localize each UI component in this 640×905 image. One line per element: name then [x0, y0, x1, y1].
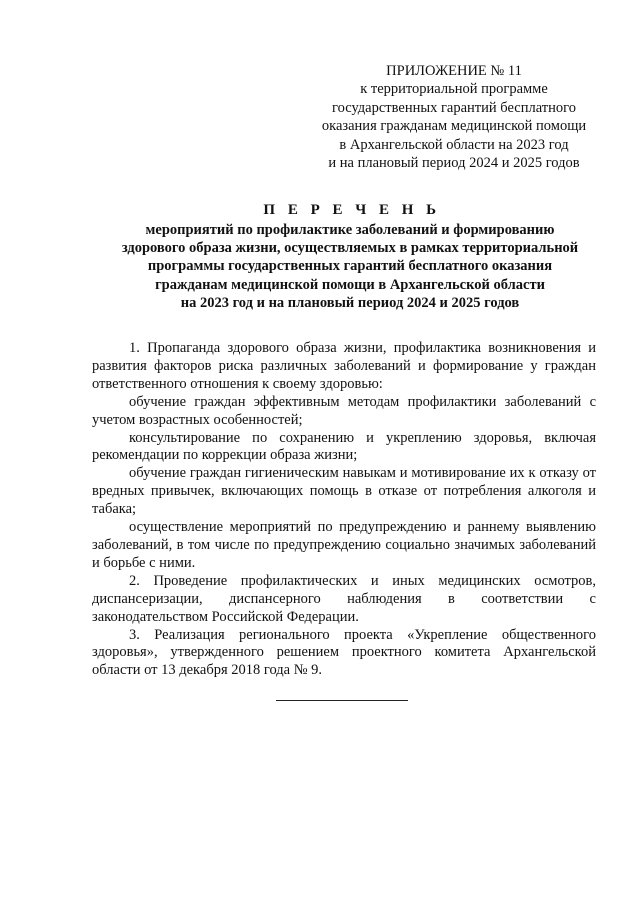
appendix-line: и на плановый период 2024 и 2025 годов: [328, 155, 580, 172]
appendix-line: в Архангельской области на 2023 год: [339, 136, 569, 153]
subitem-paragraph: осуществление мероприятий по предупреждению и раннему выявлению заболеваний, в том числе по предупреждению социально значимых заболеваний и борьбе с ними.: [92, 519, 596, 571]
title-line: здорового образа жизни, осуществляемых в рамках территориальной: [121, 240, 579, 257]
appendix-header: [318, 62, 590, 172]
appendix-line: оказания гражданам медицинской помощи: [321, 118, 587, 135]
title-line: программы государственных гарантий бесплатного оказания: [147, 258, 553, 275]
closing-separator-line: [276, 700, 408, 701]
title-heading: П Е Р Е Ч Е Н Ь: [263, 202, 441, 218]
appendix-line: к территориальной программе: [360, 81, 548, 98]
item-3-paragraph: 3. Реализация регионального проекта «Укрепление общественного здоровья», утвержденного решением проектного комитета Архангельской области от 13 декабря 2018 года № 9.: [92, 626, 596, 679]
appendix-number: ПРИЛОЖЕНИЕ № 11: [386, 63, 522, 79]
item-2-paragraph: 2. Проведение профилактических и иных медицинских осмотров, диспансеризации, диспансерного наблюдения в соответствии с законодательством Российской Федерации.: [92, 572, 596, 625]
subitem-paragraph: консультирование по сохранению и укреплению здоровья, включая рекомендации по коррекции образа жизни;: [92, 429, 596, 464]
subitem-paragraph: обучение граждан эффективным методам профилактики заболеваний с учетом возрастных особенностей;: [92, 393, 596, 428]
document-title: [60, 201, 640, 312]
appendix-line: государственных гарантий бесплатного: [332, 99, 576, 116]
title-line: гражданам медицинской помощи в Архангельской области: [155, 276, 545, 293]
title-line: на 2023 год и на плановый период 2024 и 2025 годов: [180, 294, 520, 311]
subitem-paragraph: обучение граждан гигиеническим навыкам и мотивирование их к отказу от вредных привычек, включающих помощь в отказе от потребления алкоголя и табака;: [92, 465, 596, 518]
item-1-paragraph: 1. Пропаганда здорового образа жизни, профилактика возникновения и развития факторов риска различных заболеваний и формирование у граждан ответственного отношения к своему здоровью:: [92, 340, 596, 392]
title-line: мероприятий по профилактике заболеваний и формированию: [145, 222, 555, 238]
document-body: [92, 340, 596, 680]
